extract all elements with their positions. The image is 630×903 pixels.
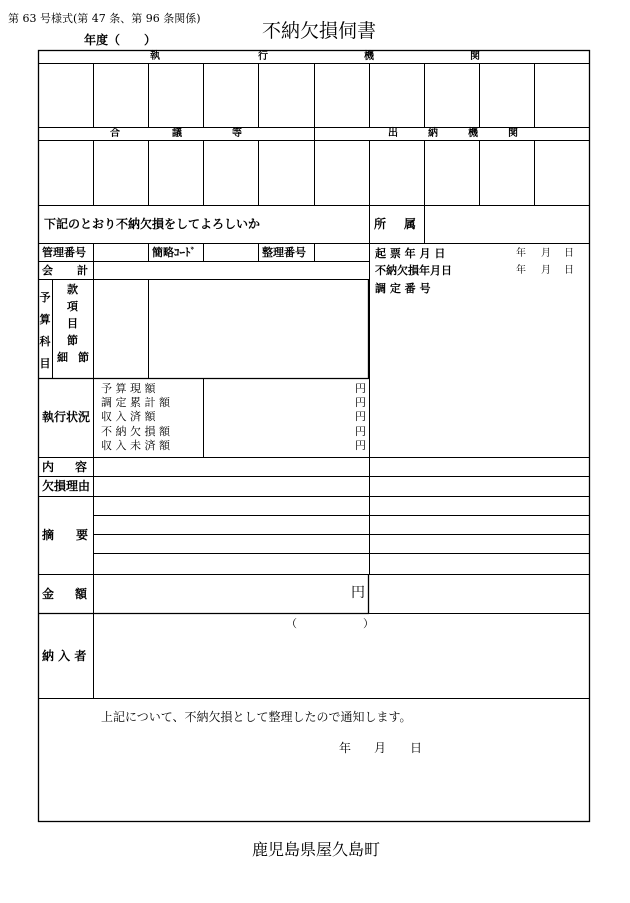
execution-unit-4: 円 [355, 425, 366, 438]
execution-unit-2: 円 [355, 396, 366, 409]
amount-label-1: 金 [42, 587, 55, 601]
treasury-label-3: 機 [468, 128, 478, 139]
budget-sub-saisetsu: 節 [78, 351, 89, 364]
council-label-2: 議 [172, 128, 182, 139]
execution-row-1: 予 算 現 額 [101, 382, 156, 395]
department-label-2: 属 [404, 217, 417, 231]
budget-sub-setsu: 節 [67, 334, 78, 347]
draft-month-unit: 月 [541, 248, 551, 259]
fiscal-year: 年度（ ） [84, 33, 157, 47]
execution-row-2: 調 定 累 計 額 [101, 396, 170, 409]
writeoff-day-unit: 日 [564, 265, 574, 276]
summary-label-1: 摘 [42, 528, 55, 542]
council-label-1: 合 [110, 128, 120, 139]
executive-label-2: 行 [258, 51, 268, 62]
draft-date-label: 起 票 年 月 日 [375, 247, 446, 260]
execution-row-3: 収 入 済 額 [101, 410, 156, 423]
draft-year-unit: 年 [516, 248, 526, 259]
accounting-label-1: 会 [42, 264, 53, 277]
budget-sub-moku: 目 [67, 317, 78, 330]
budget-label-4: 目 [39, 357, 51, 370]
executive-label-4: 関 [470, 51, 480, 62]
writeoff-date-label: 不納欠損年月日 [375, 264, 452, 277]
department-label-1: 所 [374, 217, 387, 231]
writeoff-month-unit: 月 [541, 265, 551, 276]
reference-number-label: 整理番号 [262, 246, 306, 259]
notice-month-unit: 月 [374, 741, 387, 755]
document-title: 不納欠損伺書 [262, 20, 377, 42]
short-code-label: 簡略ｺｰﾄﾞ [152, 246, 196, 259]
budget-sub-kou: 項 [67, 300, 78, 313]
budget-label-1: 予 [39, 291, 51, 304]
treasury-label-4: 関 [508, 128, 518, 139]
council-label-3: 等 [232, 128, 242, 139]
notice-text: 上記について、不納欠損として整理したので通知します。 [101, 710, 412, 724]
treasury-label-2: 納 [428, 128, 438, 139]
execution-unit-1: 円 [355, 382, 366, 395]
budget-label-2: 算 [39, 313, 51, 326]
content-label-1: 内 [42, 460, 55, 474]
execution-unit-3: 円 [355, 410, 366, 423]
writeoff-year-unit: 年 [516, 265, 526, 276]
amount-unit: 円 [351, 585, 365, 601]
execution-unit-5: 円 [355, 439, 366, 452]
draft-day-unit: 日 [564, 248, 574, 259]
content-label-2: 容 [75, 460, 88, 474]
executive-label-1: 執 [150, 51, 160, 62]
admin-number-label: 管理番号 [42, 246, 86, 259]
form-number: 第 63 号様式(第 47 条、第 96 条関係) [8, 12, 201, 25]
notice-year-unit: 年 [339, 741, 352, 755]
payer-paren: （ ） [286, 617, 374, 630]
adjustment-number-label: 調 定 番 号 [375, 282, 431, 295]
writeoff-reason-label: 欠損理由 [42, 479, 91, 493]
amount-label-2: 額 [75, 587, 88, 601]
budget-label-3: 科 [39, 335, 51, 348]
budget-sub-sai: 細 [57, 351, 68, 364]
execution-row-4: 不 納 欠 損 額 [101, 425, 170, 438]
treasury-label-1: 出 [388, 128, 398, 139]
executive-label-3: 機 [364, 51, 374, 62]
request-statement: 下記のとおり不納欠損をしてよろしいか [44, 217, 261, 231]
municipality-name: 鹿児島県屋久島町 [252, 840, 381, 859]
notice-day-unit: 日 [410, 741, 423, 755]
payer-label: 納 入 者 [42, 649, 87, 663]
execution-label: 執行状況 [42, 410, 91, 424]
budget-sub-kan: 款 [67, 283, 78, 296]
accounting-label-2: 計 [77, 264, 88, 277]
execution-row-5: 収 入 未 済 額 [101, 439, 170, 452]
summary-label-2: 要 [76, 528, 89, 542]
